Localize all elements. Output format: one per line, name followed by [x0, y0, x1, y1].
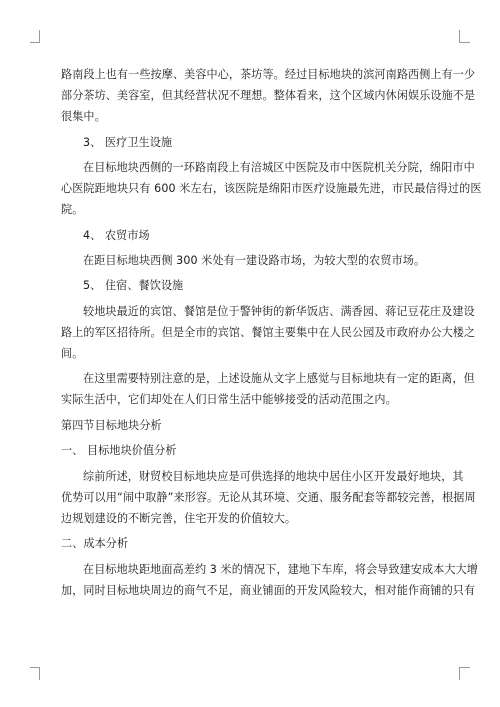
- section-heading: 一、 目标地块价值分析: [61, 444, 177, 458]
- paragraph-line: 在目标地块西侧的一环路南段上有涪城区中医院及市中医院机关分院，绵阳市中: [83, 160, 475, 174]
- paragraph-line: 间。: [61, 346, 84, 360]
- paragraph-line: 在目标地块距地面高差约 3 米的情况下，建地下车库，将会导致建安成本大大增: [83, 562, 479, 576]
- paragraph-line: 在距目标地块西侧 300 米处有一建设路市场，为较大型的农贸市场。: [83, 253, 426, 267]
- crop-mark-top-left: [30, 30, 40, 43]
- paragraph-line: 很集中。: [61, 110, 106, 124]
- crop-mark-bottom-left: [30, 667, 40, 680]
- crop-mark-bottom-right: [459, 667, 470, 680]
- paragraph-line: 边规划建设的不断完善，住宅开发的价值较大。: [61, 511, 297, 525]
- paragraph-line: 在这里需要特别注意的是，上述设施从文字上感觉与目标地块有一定的距离，但: [83, 372, 475, 386]
- section-heading: 二、成本分析: [61, 537, 129, 551]
- chapter-title: 第四节目标地块分析: [61, 418, 162, 432]
- paragraph-line: 实际生活中，它们却处在人们日常生活中能够接受的活动范围之内。: [61, 393, 397, 407]
- paragraph-line: 院。: [61, 203, 84, 217]
- section-heading: 5、 住宿、餐饮设施: [83, 279, 184, 293]
- paragraph-line: 加，同时目标地块周边的商气不足，商业铺面的开发风险较大，相对能作商铺的只有: [61, 583, 476, 597]
- paragraph-line: 路上的军区招待所。但是全市的宾馆、餐馆主要集中在人民公园及市政府办公大楼之: [61, 325, 476, 339]
- paragraph-line: 较地块最近的宾馆、餐馆是位于警钟街的新华饭店、满香园、蒋记豆花庄及建设: [83, 304, 475, 318]
- paragraph-line: 心医院距地块只有 600 米左右，该医院是绵阳市医疗设施最先进，市民最信得过的医: [61, 182, 482, 196]
- paragraph-line: 优势可以用“闹中取静”来形容。无论从其环境、交通、服务配套等都较完善，根据周: [61, 490, 476, 504]
- document-body: [61, 64, 482, 601]
- paragraph-line: 部分茶坊、美容室，但其经营状况不理想。整体看来，这个区域内休闲娱乐设施不是: [61, 89, 476, 103]
- section-heading: 4、 农贸市场: [83, 228, 150, 242]
- crop-mark-top-right: [459, 30, 470, 43]
- paragraph-line: 综前所述，财贸校目标地块应是可供选择的地块中居住小区开发最好地块，其: [83, 469, 464, 483]
- section-heading: 3、 医疗卫生设施: [83, 135, 173, 149]
- paragraph-line: 路南段上也有一些按摩、美容中心，茶坊等。经过目标地块的滨河南路西侧上有一少: [61, 68, 476, 81]
